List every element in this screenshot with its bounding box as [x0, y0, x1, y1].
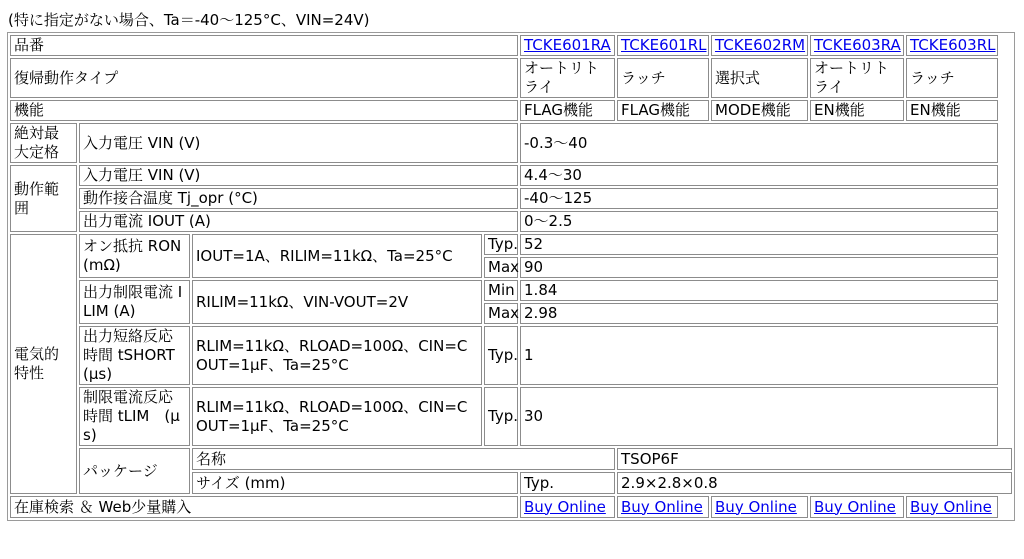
operating-row [10, 211, 1012, 232]
return-type-value: ラッチ [906, 58, 998, 98]
stock-row [10, 496, 1012, 518]
tlim-typ-label: Typ. [484, 387, 518, 446]
buy-online-link[interactable]: Buy Online [621, 497, 703, 516]
ilim-max-value: 2.98 [520, 303, 998, 324]
tshort-typ-value: 1 [520, 326, 998, 385]
return-type-label: 復帰動作タイプ [10, 58, 518, 98]
package-name-label: 名称 [192, 448, 615, 470]
buy-online-cell[interactable] [810, 496, 904, 518]
ron-typ-row [10, 234, 1012, 255]
ron-max-label: Max [484, 257, 518, 278]
package-size-label: サイズ (mm) [192, 472, 518, 494]
abs-max-row [10, 123, 1012, 163]
ilim-max-label: Max [484, 303, 518, 324]
spec-table [7, 32, 1015, 521]
tlim-typ-value: 30 [520, 387, 998, 446]
ilim-param: 出力制限電流 ILIM (A) [79, 280, 190, 324]
return-type-value: 選択式 [711, 58, 808, 98]
part-link-4[interactable] [810, 35, 904, 56]
operating-value: 0～2.5 [520, 211, 998, 232]
part-number-label: 品番 [10, 35, 518, 56]
tshort-param: 出力短絡反応時間 tSHORT (μs) [79, 326, 190, 385]
operating-param: 入力電圧 VIN (V) [79, 165, 518, 186]
buy-online-cell[interactable] [906, 496, 998, 518]
buy-online-link[interactable]: Buy Online [524, 497, 606, 516]
ron-condition: IOUT=1A、RILIM=11kΩ、Ta=25°C [192, 234, 482, 278]
package-size-value: 2.9×2.8×0.8 [617, 472, 1012, 494]
package-name-row [10, 448, 1012, 470]
operating-row [10, 165, 1012, 186]
part-link-text[interactable]: TCKE601RA [524, 36, 611, 54]
part-link-2[interactable] [617, 35, 709, 56]
function-value: EN機能 [906, 100, 998, 121]
spec-sheet [8, 8, 1016, 521]
function-value: FLAG機能 [617, 100, 709, 121]
function-value: EN機能 [810, 100, 904, 121]
part-link-text[interactable]: TCKE603RL [910, 36, 996, 54]
function-value: MODE機能 [711, 100, 808, 121]
operating-param: 出力電流 IOUT (A) [79, 211, 518, 232]
ilim-min-label: Min [484, 280, 518, 301]
package-name-value: TSOP6F [617, 448, 1012, 470]
part-number-row [10, 35, 1012, 56]
function-value: FLAG機能 [520, 100, 615, 121]
tshort-row [10, 326, 1012, 385]
electrical-group: 電気的特性 [10, 234, 77, 494]
part-link-text[interactable]: TCKE602RM [715, 36, 806, 54]
ron-typ-value: 52 [520, 234, 998, 255]
ilim-min-value: 1.84 [520, 280, 998, 301]
operating-param: 動作接合温度 Tj_opr (°C) [79, 188, 518, 209]
operating-value: -40～125 [520, 188, 998, 209]
tlim-row [10, 387, 1012, 446]
buy-online-cell[interactable] [617, 496, 709, 518]
buy-online-link[interactable]: Buy Online [715, 497, 797, 516]
operating-row [10, 188, 1012, 209]
return-type-row [10, 58, 1012, 98]
abs-max-param: 入力電圧 VIN (V) [79, 123, 518, 163]
operating-value: 4.4～30 [520, 165, 998, 186]
part-link-5[interactable] [906, 35, 998, 56]
return-type-value: ラッチ [617, 58, 709, 98]
buy-online-cell[interactable] [711, 496, 808, 518]
ilim-min-row [10, 280, 1012, 301]
return-type-value: オートリトライ [520, 58, 615, 98]
stock-label: 在庫検索 ＆ Web少量購入 [10, 496, 518, 518]
tlim-condition: RLIM=11kΩ、RLOAD=100Ω、CIN=COUT=1μF、Ta=25°C [192, 387, 482, 446]
tshort-typ-label: Typ. [484, 326, 518, 385]
tshort-condition: RLIM=11kΩ、RLOAD=100Ω、CIN=COUT=1μF、Ta=25°C [192, 326, 482, 385]
ilim-condition: RILIM=11kΩ、VIN-VOUT=2V [192, 280, 482, 324]
package-group: パッケージ [79, 448, 190, 494]
ron-param: オン抵抗 RON (mΩ) [79, 234, 190, 278]
buy-online-link[interactable]: Buy Online [910, 497, 992, 516]
part-link-text[interactable]: TCKE601RL [621, 36, 707, 54]
operating-group: 動作範囲 [10, 165, 77, 232]
buy-online-cell[interactable] [520, 496, 615, 518]
ron-typ-label: Typ. [484, 234, 518, 255]
function-row [10, 100, 1012, 121]
buy-online-link[interactable]: Buy Online [814, 497, 896, 516]
part-link-text[interactable]: TCKE603RA [814, 36, 901, 54]
tlim-param: 制限電流反応時間 tLIM (μs) [79, 387, 190, 446]
part-link-1[interactable] [520, 35, 615, 56]
package-size-typ-label: Typ. [520, 472, 615, 494]
ron-max-value: 90 [520, 257, 998, 278]
abs-max-group: 絶対最大定格 [10, 123, 77, 163]
function-label: 機能 [10, 100, 518, 121]
abs-max-value: -0.3～40 [520, 123, 998, 163]
part-link-3[interactable] [711, 35, 808, 56]
return-type-value: オートリトライ [810, 58, 904, 98]
conditions-note: (特に指定がない場合、Ta＝-40～125°C、VIN=24V) [8, 11, 370, 29]
